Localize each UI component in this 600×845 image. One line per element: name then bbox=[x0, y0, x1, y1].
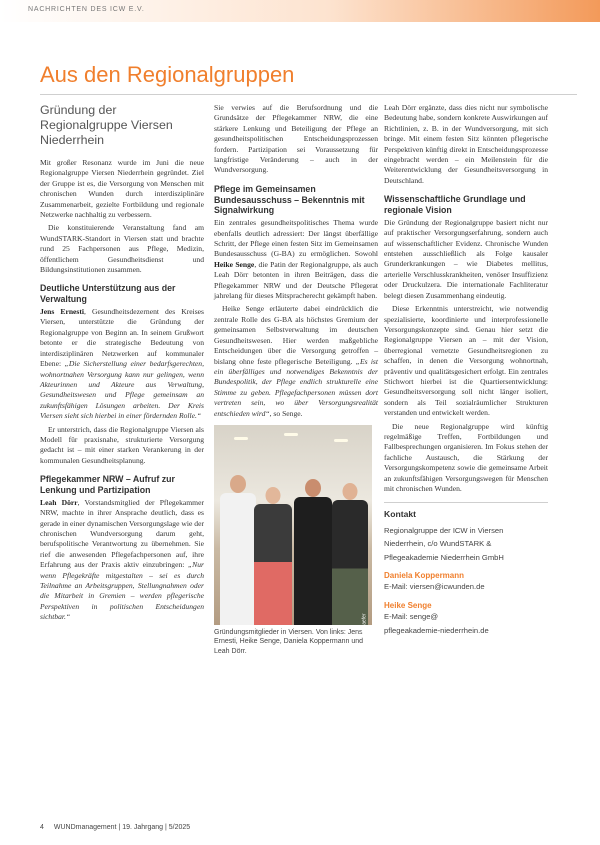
paragraph-text: , die Patin der Regionalgruppe, als auch Leah Dörr betonten in ihren Beiträgen, dass die Pflegekammer NRW und der Deutsche Pflegerat jahrelang für dieses Mitspracherecht gekämpft haben. bbox=[214, 259, 378, 301]
paragraph-text: Ein zentrales gesundheitspolitisches Thema wurde ebenfalls deutlich adressiert: Der längst überfällige Schritt, der Pflege einen festen Sitz im Gemeinsamen Bundesausschuss (G-BA) zu ermöglichen. Sowohl bbox=[214, 218, 378, 259]
paragraph: Sie verwies auf die Berufsordnung und die Grundsätze der Pflegekammer NRW, die eine stärkere Lenkung und Beteiligung der Pflege an gesundheitspolitischen Entscheidungsprozessen fordern. Partizipation sei Voraussetzung für langfristige Veränderung – auch in der Wundversorgung. bbox=[214, 103, 378, 175]
paragraph: Mit großer Resonanz wurde im Juni die neue Regionalgruppe Viersen Niederrhein gegründet. Ziel der Gruppe ist es, die Versorgung von Menschen mit chronischen Wunden durch interdisziplinäre Zusammenarbeit, gezielte Fortbildung und regionale Netzwerke nachhaltig zu verbessern. bbox=[40, 158, 204, 220]
paragraph bbox=[40, 307, 204, 421]
quote: „Nur wenn Pflegekräfte mitgestalten – sei es durch Teilnahme an Arbeitsgruppen, Stellungnahmen oder die Mitarbeit in Gremien – werden pflegerische Perspektiven in politischen Entscheidungen sichtbar.“ bbox=[40, 560, 204, 622]
contact-name: Heike Senge bbox=[384, 600, 432, 610]
paragraph-text: , Vorstandsmitglied der Pflegekammer NRW, machte in ihrer Ansprache deutlich, dass es gerade in einer dynamischen Versorgungslage wie der chronischen Wundversorgung darum geht, berufspolitische Verantwortung zu übernehmen. Sie rief die anwesenden Pflegefachpersonen auf, ihre Erfahrung aus der Praxis aktiv einzubringen: bbox=[40, 497, 204, 570]
torso bbox=[332, 500, 368, 625]
article-title: Gründung der Regionalgruppe Viersen Niederrhein bbox=[40, 103, 173, 147]
paragraph-text: , so Senge. bbox=[269, 408, 303, 418]
paragraph: Er unterstrich, dass die Regionalgruppe Viersen als Modell für praxisnahe, strukturierte Versorgung gedacht ist – mit einer starken Verankerung in der kommunalen Gesundheitsplanung. bbox=[40, 424, 204, 465]
subheading: Pflege im Gemeinsamen Bundesausschuss – Bekenntnis mit Signalwirkung bbox=[214, 183, 365, 216]
column-1 bbox=[40, 103, 204, 626]
contact-org: Pflegeakademie Niederrhein GmbH bbox=[384, 552, 504, 562]
torso bbox=[220, 493, 256, 625]
ceiling-light bbox=[284, 433, 298, 436]
column-2 bbox=[214, 103, 378, 656]
person-name: Heike Senge bbox=[214, 259, 255, 269]
subheading: Pflegekammer NRW – Aufruf zur Lenkung und Partizipation bbox=[40, 474, 175, 495]
photo-caption: Gründungsmitglieder in Viersen. Von links: Jens Ernesti, Heike Senge, Daniela Koppermann und Leah Dörr. bbox=[214, 628, 364, 655]
person-leah-doerr bbox=[332, 483, 368, 625]
paragraph: Die neue Regionalgruppe wird künftig regelmäßige Treffen, Fortbildungen und Fallbesprechungen organisieren. Im Fokus stehen der fachliche Austausch, die Stärkung der Versorgungskompetenz sowie die gemeinsame Arbeit an zukunftsfähigen Versorgungswegen für Menschen mit chronischen Wunden. bbox=[384, 421, 548, 493]
subheading: Deutliche Unterstützung aus der Verwaltung bbox=[40, 283, 176, 305]
head bbox=[230, 475, 246, 493]
title-divider bbox=[40, 94, 577, 95]
paragraph: Die Gründung der Regionalgruppe basiert nicht nur auf praktischer Versorgungserfahrung, sondern auch auf wissenschaftlicher Evidenz. Chronische Wunden entstehen ausschließlich als Folge kausaler Grunderkrankungen – wie Diabetes mellitus, arterielle Verschlusskrankheiten, venöser Insuffizienz oder Druckulzera. Die internationale Fachliteratur belegt diesen Zusammenhang eindeutig. bbox=[384, 217, 548, 300]
quote: „Die Sicherstellung einer bedarfsgerechten, wohnortnahen Versorgung kann nur gelingen, wenn Akteurinnen und Akteure aus Verwaltung, Gesundheitswesen und Pflege gemeinsam an zukunftsfähigen Lösungen arbeiten. Der Kreis Viersen sieht sich hierbei in einer fördernden Rolle.“ bbox=[40, 359, 204, 421]
person-name: Jens Ernesti bbox=[40, 307, 85, 317]
head bbox=[305, 479, 321, 497]
person-daniela-koppermann bbox=[294, 479, 332, 625]
contact-org: Niederrhein, c/o WundSTARK & bbox=[384, 539, 492, 549]
column-3 bbox=[384, 103, 548, 639]
person-name: Leah Dörr bbox=[40, 497, 78, 507]
ceiling-light bbox=[234, 437, 248, 440]
torso bbox=[254, 504, 292, 625]
paragraph bbox=[40, 498, 204, 623]
page-number: 4 bbox=[40, 824, 44, 831]
page-title: Aus den Regionalgruppen bbox=[40, 62, 295, 87]
quote: „Es ist ein überfälliges und notwendiges Bekenntnis der Bundespolitik, der Pflege endlich strukturelle eine Stimme zu geben. Pflegefachpersonen müssen dort vertreten sein, wo über Versorgungsrealität entschieden wird“ bbox=[214, 356, 378, 418]
paragraph bbox=[214, 218, 378, 301]
paragraph: Diese Erkenntnis unterstreicht, wie notwendig spezialisierte, koordinierte und interprofessionelle Versorgungskonzepte sind. Genau hier setzt die Regionalgruppe Viersen an – mit der Vision, überregional vernetzte Gesundheitsregionen zu schaffen, in denen die Versorgung wohnortnah, präventiv und qualitätsgesichert erfolgt. Ein zentrales Stichwort hierbei ist die Quartiersentwicklung: Gesundheitsversorgung soll nicht länger isoliert, sondern als Teil sozialräumlicher Strukturen verstanden und entwickelt werden. bbox=[384, 304, 548, 418]
paragraph: Die konstituierende Veranstaltung fand am WundSTARK-Standort in Viersen statt und brachte rund 25 Fachpersonen aus Pflege, Medizin, öffentlichem Gesundheitsdienst und Bildungsinstitutionen zusammen. bbox=[40, 223, 204, 275]
contact-email[interactable]: pflegeakademie-niederrhein.de bbox=[384, 625, 489, 635]
paragraph-text: Heike Senge erläuterte dabei eindrücklich die zentrale Rolle des G-BA als höchstes Gremium der gemeinsamen Selbstverwaltung im deutschen Gesundheitswesen. Hier werden maßgebliche Entscheidungen über die Versorgung getroffen – bislang ohne feste pflegerische Beteiligung. bbox=[214, 304, 378, 366]
header-band bbox=[0, 0, 600, 22]
paragraph-text: , Gesundheitsdezernent des Kreises Viersen, unterstützte die Gründung der Regionalgruppe von Beginn an. In seinem Grußwort betonte er die strategische Bedeutung von interdisziplinären Netzwerken auf kommunaler Ebene: bbox=[40, 307, 204, 369]
section-label: NACHRICHTEN DES ICW E.V. bbox=[28, 6, 145, 13]
contact-heading: Kontakt bbox=[384, 509, 416, 520]
subheading: Wissenschaftliche Grundlage und regionale Vision bbox=[384, 194, 526, 216]
contact-email[interactable]: E-Mail: senge@ bbox=[384, 612, 439, 622]
paragraph: Leah Dörr ergänzte, dass dies nicht nur symbolische Bedeutung habe, sondern konkrete Auswirkungen auf Richtlinien, z. B. in der Wundversorgung, mit sich bringe. Mit einem festen Sitz könnten pflegerische Perspektiven künftig direkt in Entscheidungsprozesse eingebracht werden – ein Meilenstein für die Weiterentwicklung der Gesundheitsversorgung in Deutschland. bbox=[384, 103, 548, 185]
contact-name: Daniela Koppermann bbox=[384, 571, 465, 581]
head bbox=[343, 483, 358, 500]
page-footer bbox=[40, 824, 190, 831]
ceiling-light bbox=[334, 439, 348, 442]
contact-email[interactable]: E-Mail: viersen@icwunden.de bbox=[384, 582, 485, 592]
paragraph bbox=[214, 304, 378, 418]
person-heike-senge bbox=[254, 487, 292, 625]
publication-info: WUNDmanagement | 19. Jahrgang | 5/2025 bbox=[53, 824, 191, 831]
contact-divider bbox=[384, 502, 548, 503]
contact-org: Regionalgruppe der ICW in Viersen bbox=[384, 525, 504, 535]
person-jens-ernesti bbox=[220, 475, 256, 625]
photo-credit: © Schaefer bbox=[361, 612, 368, 639]
group-photo bbox=[214, 425, 372, 639]
head bbox=[266, 487, 281, 504]
torso bbox=[294, 497, 332, 625]
